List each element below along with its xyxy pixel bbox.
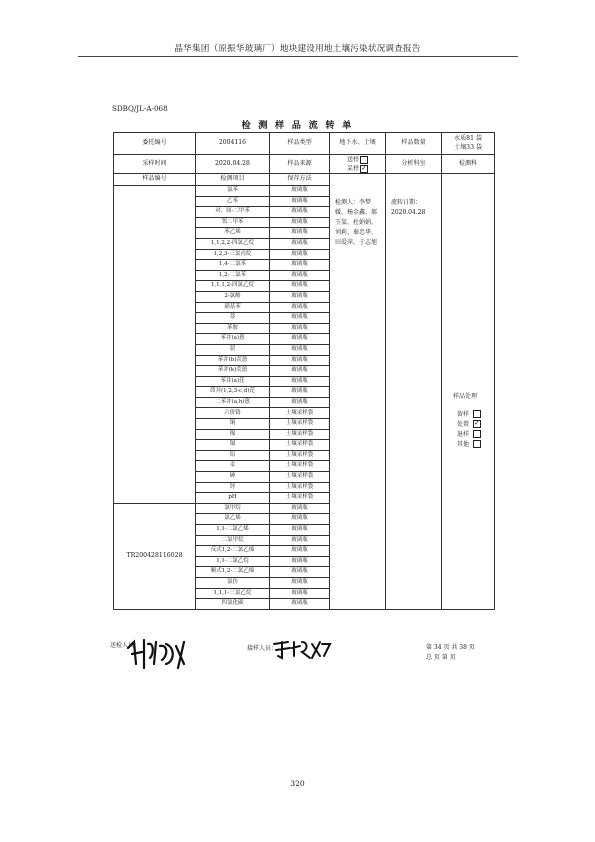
handling-option: 留样 — [457, 410, 493, 420]
test-item: 砷 — [196, 472, 270, 483]
storage-method: 玻璃瓶 — [270, 514, 330, 525]
test-item: 乙苯 — [196, 196, 270, 207]
storage-method: 土壤采样袋 — [270, 450, 330, 461]
storage-method: 玻璃瓶 — [270, 270, 330, 281]
sample-id: TR200428116028 — [114, 503, 196, 609]
storage-method: 玻璃瓶 — [270, 546, 330, 557]
receiver-label: 接样人员： — [247, 645, 278, 652]
test-item: 氯苯 — [196, 186, 270, 197]
test-item: 1,2,3-三氯丙烷 — [196, 249, 270, 260]
handling-checkbox[interactable] — [473, 430, 481, 438]
sample-handling-cell — [442, 186, 495, 610]
test-item: 萘 — [196, 313, 270, 324]
sampled-option: 采样✓ — [331, 165, 384, 173]
handling-option: 其他 — [457, 440, 493, 450]
handling-checkbox[interactable] — [473, 440, 481, 448]
storage-method: 玻璃瓶 — [270, 186, 330, 197]
test-item: 铜 — [196, 419, 270, 430]
delivered-option: 送样 — [331, 156, 384, 164]
storage-method: 玻璃瓶 — [270, 302, 330, 313]
test-item: 苯并(b)荧蒽 — [196, 355, 270, 366]
storage-method: 土壤采样袋 — [270, 493, 330, 504]
test-item: 苯并(a)芘 — [196, 376, 270, 387]
lab-value: 检测科 — [442, 155, 495, 174]
test-item: 1,4-二氯苯 — [196, 260, 270, 271]
sampled-checkbox[interactable] — [360, 165, 368, 173]
transfer-date-cell — [386, 186, 442, 610]
handling-checkbox[interactable] — [473, 420, 481, 428]
test-item: 苯胺 — [196, 323, 270, 334]
test-item: 苯乙烯 — [196, 228, 270, 239]
storage-method: 玻璃瓶 — [270, 323, 330, 334]
sample-source-options — [330, 155, 386, 174]
test-item: 镍 — [196, 429, 270, 440]
total-pages: 总 页 第 页 — [426, 654, 456, 661]
test-item: 茚并(1,2,3-c,d)芘 — [196, 387, 270, 398]
storage-method: 玻璃瓶 — [270, 556, 330, 567]
test-item: 反式1,2-二氯乙烯 — [196, 546, 270, 557]
test-item: 氯甲烷 — [196, 503, 270, 514]
storage-method: 玻璃瓶 — [270, 535, 330, 546]
client-id-value: 2004116 — [196, 133, 270, 155]
storage-method: 玻璃瓶 — [270, 376, 330, 387]
sample-id-cell-upper — [114, 186, 196, 504]
sample-qty-water: 水质81 袋 — [454, 135, 482, 143]
test-item: 顺式1,2-二氯乙烯 — [196, 567, 270, 578]
test-item: 邻二甲苯 — [196, 217, 270, 228]
storage-method: 玻璃瓶 — [270, 387, 330, 398]
storage-method: 玻璃瓶 — [270, 588, 330, 599]
test-item: 1,1,1-三氯乙烷 — [196, 588, 270, 599]
test-item: 铅 — [196, 450, 270, 461]
test-item: 1,1,2,2-四氯乙烷 — [196, 238, 270, 249]
test-item: 汞 — [196, 461, 270, 472]
header-rule — [78, 56, 518, 57]
storage-method: 玻璃瓶 — [270, 217, 330, 228]
test-item: 氯仿 — [196, 577, 270, 588]
sample-no-label: 样品编号 — [114, 174, 196, 186]
storage-method: 玻璃瓶 — [270, 366, 330, 377]
page-of-pages: 第 34 页 共 38 页 — [426, 644, 475, 651]
test-item: 䓛 — [196, 344, 270, 355]
test-item: 六价铬 — [196, 408, 270, 419]
sample-source-label: 样品来源 — [270, 155, 330, 174]
storage-method: 土壤采样袋 — [270, 482, 330, 493]
testers-names: 李梦媛、杨金鑫、郝玉玺、杜娟娟、刘莉、秦忠华、田爱萍、于志旭 — [335, 198, 378, 246]
storage-method: 玻璃瓶 — [270, 567, 330, 578]
sample-qty-value — [442, 133, 495, 155]
method-label: 保存方法 — [270, 174, 330, 186]
storage-method: 玻璃瓶 — [270, 599, 330, 610]
test-item: 对、间-二甲苯 — [196, 207, 270, 218]
sampling-date-label: 采样时间 — [114, 155, 196, 174]
sample-qty-label: 样品数量 — [386, 133, 442, 155]
sender-label: 送检人员： — [110, 642, 141, 649]
test-item: 苯并(k)荧蒽 — [196, 366, 270, 377]
sender-signature — [124, 634, 192, 674]
storage-method: 玻璃瓶 — [270, 577, 330, 588]
storage-method: 土壤采样袋 — [270, 440, 330, 451]
storage-method: 玻璃瓶 — [270, 397, 330, 408]
test-item: 二氯甲烷 — [196, 535, 270, 546]
storage-method: 土壤采样袋 — [270, 429, 330, 440]
form-code: SDBQ/JL-A-068 — [112, 104, 168, 113]
storage-method: 土壤采样袋 — [270, 472, 330, 483]
storage-method: 玻璃瓶 — [270, 291, 330, 302]
page-info — [426, 643, 475, 663]
sample-transfer-table — [113, 132, 495, 610]
test-item: 镉 — [196, 440, 270, 451]
storage-method: 土壤采样袋 — [270, 419, 330, 430]
storage-method: 玻璃瓶 — [270, 334, 330, 345]
storage-method: 土壤采样袋 — [270, 408, 330, 419]
test-item: 锌 — [196, 482, 270, 493]
storage-method: 玻璃瓶 — [270, 355, 330, 366]
page-number: 320 — [290, 779, 305, 788]
storage-method: 玻璃瓶 — [270, 503, 330, 514]
storage-method: 玻璃瓶 — [270, 238, 330, 249]
testers-cell — [330, 186, 386, 610]
storage-method: 玻璃瓶 — [270, 228, 330, 239]
test-item: 1,1,1,2-四氯乙烷 — [196, 281, 270, 292]
item-label: 检测项目 — [196, 174, 270, 186]
handling-checkbox[interactable] — [473, 410, 481, 418]
transfer-date-value: 2020.04.28 — [391, 208, 426, 216]
storage-method: 玻璃瓶 — [270, 249, 330, 260]
client-id-label: 委托编号 — [114, 133, 196, 155]
test-item: pH — [196, 493, 270, 504]
sample-handling-title: 样品处理 — [453, 392, 478, 400]
delivered-checkbox[interactable] — [360, 156, 368, 164]
item-row — [114, 186, 495, 197]
test-item: 氯乙烯 — [196, 514, 270, 525]
test-item: 硝基苯 — [196, 302, 270, 313]
test-item: 四氯化碳 — [196, 599, 270, 610]
test-item: 苯并(a)蒽 — [196, 334, 270, 345]
sampling-date-value: 2020.04.28 — [196, 155, 270, 174]
form-title: 检 测 样 品 流 转 单 — [241, 120, 354, 131]
storage-method: 玻璃瓶 — [270, 196, 330, 207]
handling-option: 处置✓ — [457, 420, 493, 430]
test-item: 1,1-二氯乙烷 — [196, 556, 270, 567]
testers-label: 检测人： — [335, 198, 360, 206]
transfer-date-label: 流转日期： — [391, 198, 422, 206]
test-item: 1,1-二氯乙烯 — [196, 525, 270, 536]
report-header: 晶华集团（原振华玻璃厂）地块建设用地土壤污染状况调查报告 — [174, 44, 421, 54]
receiver-signature — [272, 636, 332, 662]
storage-method: 玻璃瓶 — [270, 260, 330, 271]
storage-method: 玻璃瓶 — [270, 344, 330, 355]
storage-method: 土壤采样袋 — [270, 461, 330, 472]
lab-label: 分析科室 — [386, 155, 442, 174]
test-item: 1,2-二氯苯 — [196, 270, 270, 281]
sample-qty-soil: 土壤33 袋 — [454, 143, 482, 151]
storage-method: 玻璃瓶 — [270, 525, 330, 536]
storage-method: 玻璃瓶 — [270, 207, 330, 218]
handling-option: 退样 — [457, 430, 493, 440]
sample-type-label: 样品类型 — [270, 133, 330, 155]
storage-method: 玻璃瓶 — [270, 281, 330, 292]
storage-method: 玻璃瓶 — [270, 313, 330, 324]
sample-type-value: 地下水、土壤 — [330, 133, 386, 155]
test-item: 二苯并(a,h)蒽 — [196, 397, 270, 408]
test-item: 2-氯酚 — [196, 291, 270, 302]
